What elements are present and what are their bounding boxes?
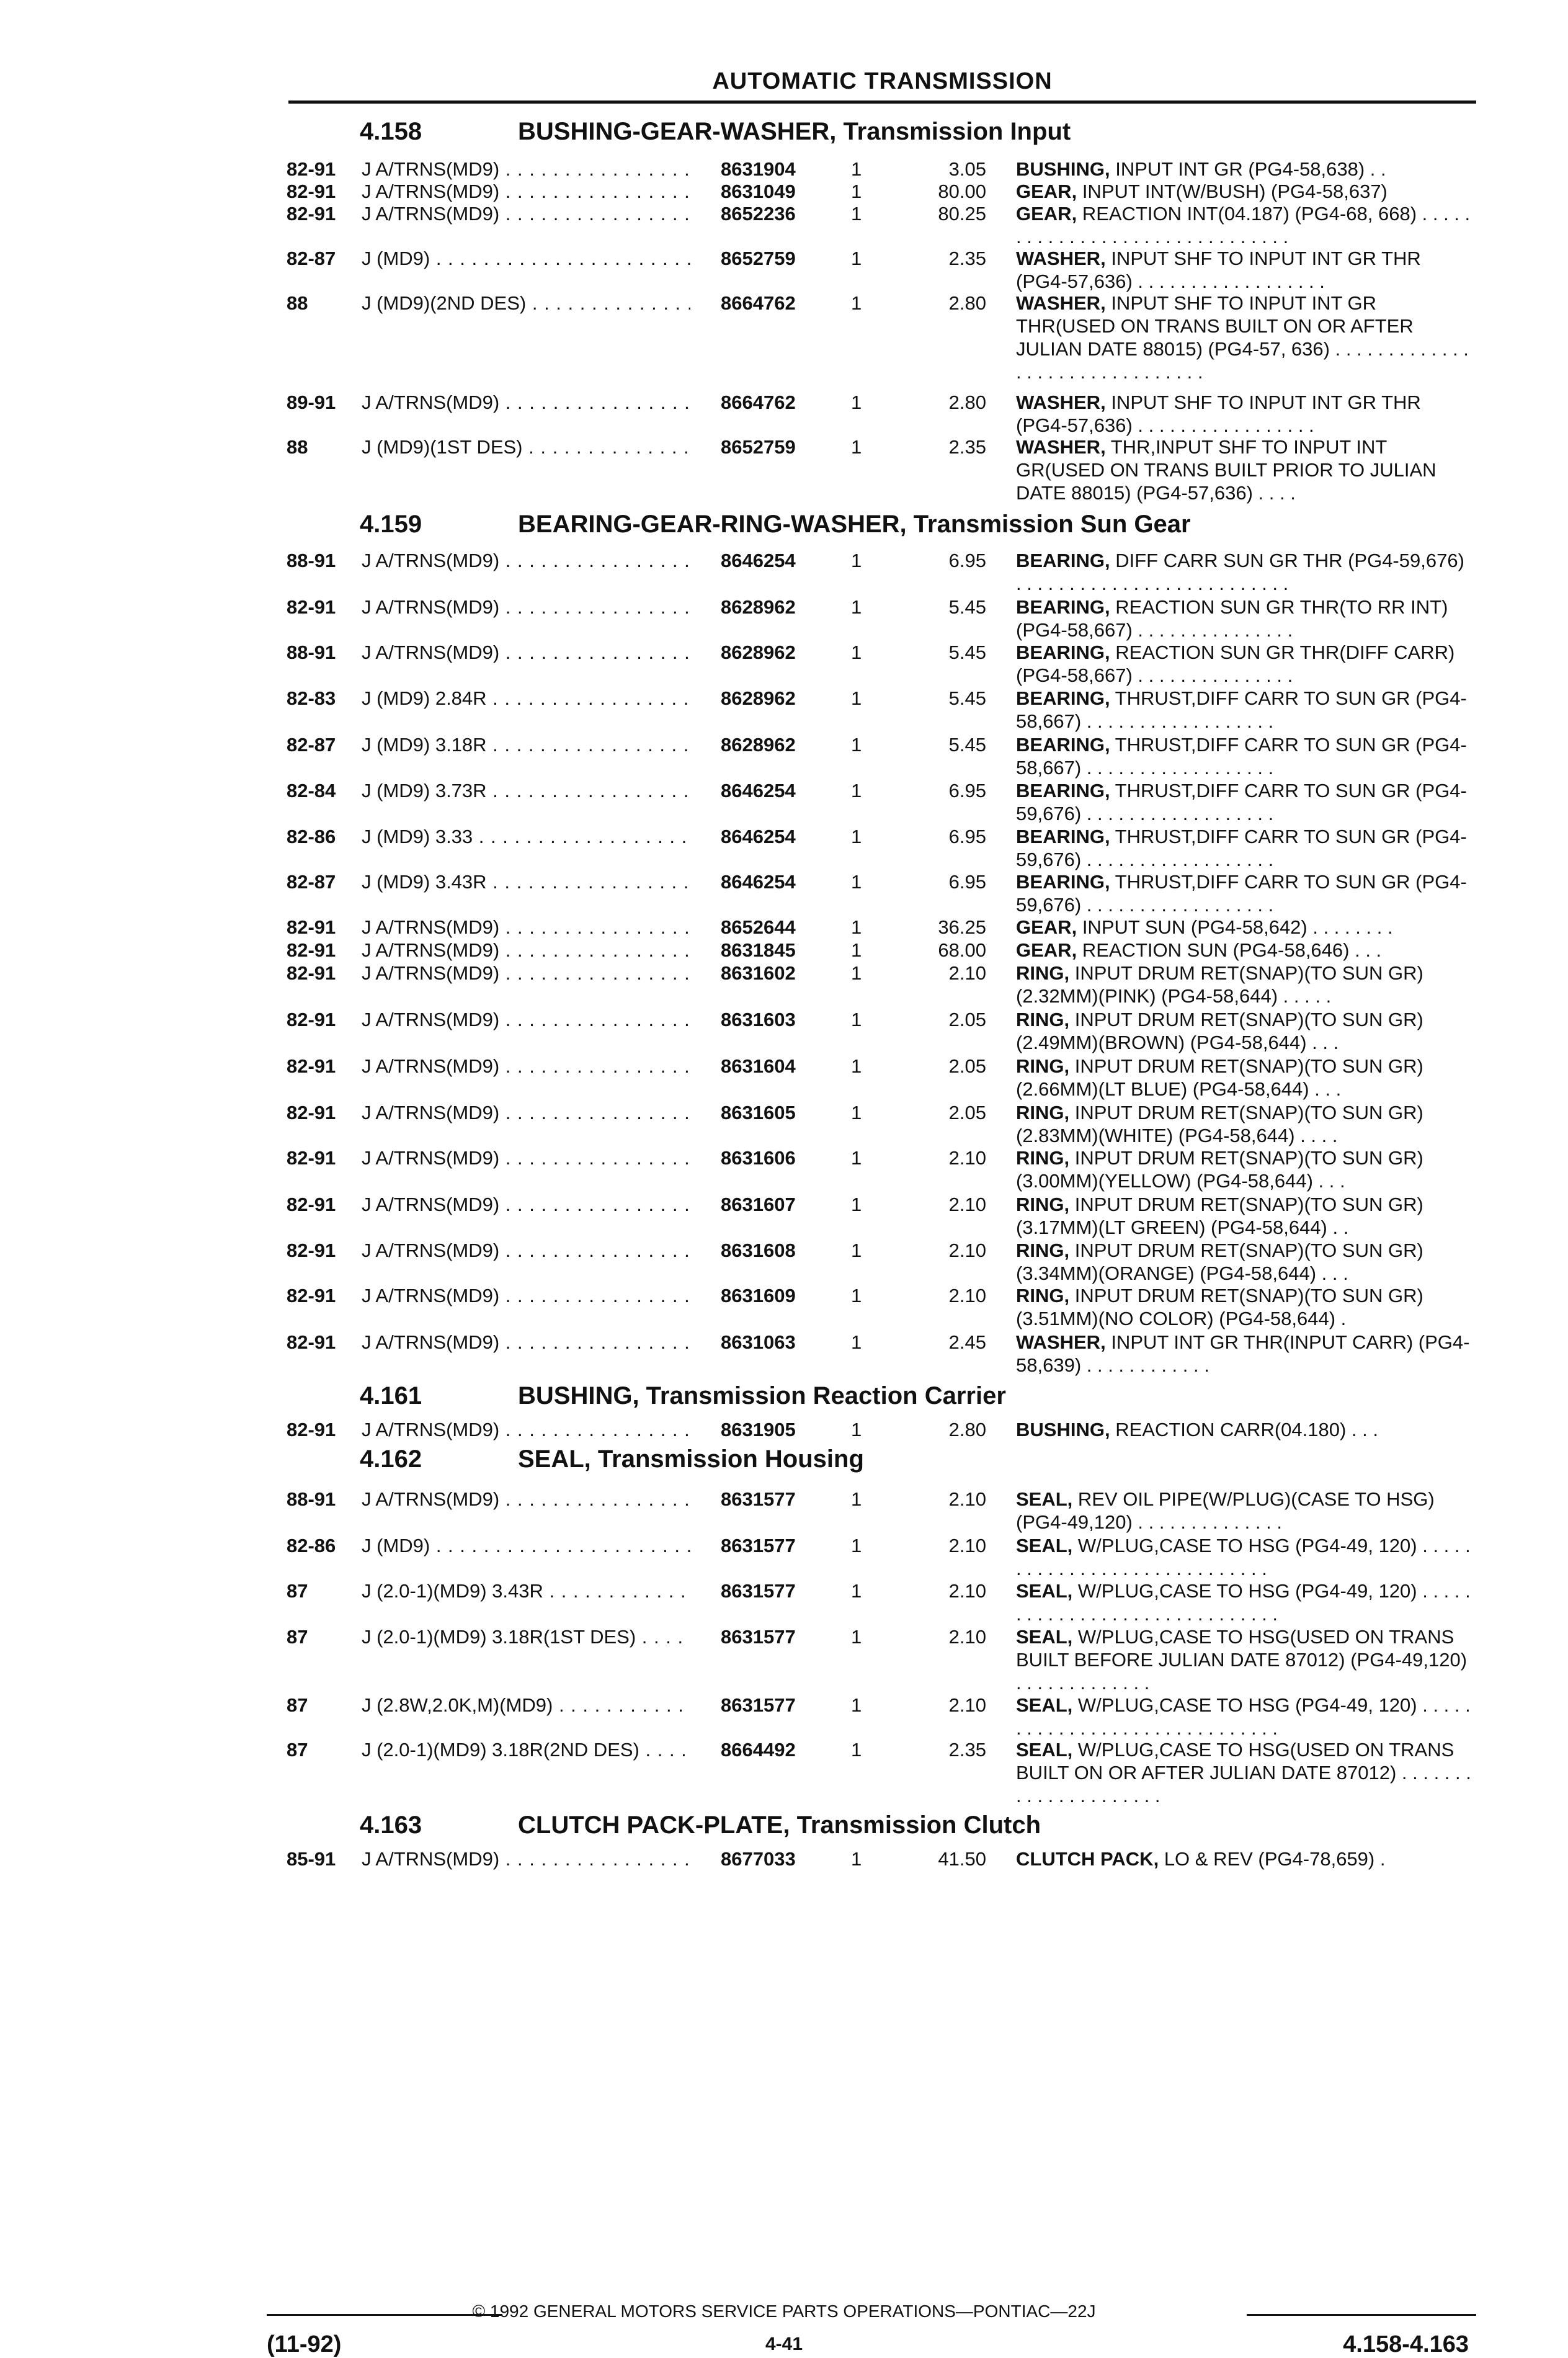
- footer-date: (11-92): [267, 2331, 342, 2357]
- quantity: 1: [851, 596, 862, 618]
- model-years: 82-87: [287, 248, 336, 269]
- quantity: 1: [851, 1419, 862, 1440]
- application: J (2.0-1)(MD9) 3.18R(2ND DES) . . .: [362, 1738, 690, 1761]
- part-detail: INPUT INT(W/BUSH) (PG4-58,637): [1082, 181, 1388, 202]
- description: [1016, 1193, 1475, 1239]
- price: 5.45: [948, 734, 986, 756]
- part-detail: THRUST,DIFF CARR TO SUN GR (PG4-59,676) . . . . . . . . . . . . . . . . . .: [1016, 780, 1467, 824]
- price: 2.10: [948, 1488, 986, 1510]
- part-detail: REACTION SUN GR THR(DIFF CARR) (PG4-58,667) . . . . . . . . . . . . . . .: [1016, 641, 1455, 686]
- part-number: 8631577: [721, 1535, 796, 1556]
- part-name: GEAR,: [1016, 181, 1077, 202]
- description: [1016, 1579, 1475, 1625]
- model-years: 85-91: [287, 1848, 336, 1870]
- application: J A/TRNS(MD9) . . .: [362, 549, 690, 572]
- part-number: 8631608: [721, 1239, 796, 1261]
- model-years: 82-91: [287, 1194, 336, 1215]
- part-name: WASHER,: [1016, 1331, 1106, 1353]
- description: [1016, 687, 1475, 733]
- section-title: [360, 118, 1071, 146]
- description: [1016, 1146, 1475, 1192]
- application: J A/TRNS(MD9) . . .: [362, 1055, 690, 1078]
- description: [1016, 733, 1475, 779]
- application: J A/TRNS(MD9) . . .: [362, 1146, 690, 1169]
- part-detail: INPUT INT GR (PG4-58,638) . .: [1115, 158, 1386, 180]
- application: J A/TRNS(MD9) . . .: [362, 1008, 690, 1031]
- model-years: 82-91: [287, 962, 336, 984]
- quantity: 1: [851, 734, 862, 756]
- model-years: 82-86: [287, 1535, 336, 1556]
- description: [1016, 158, 1475, 181]
- application: J A/TRNS(MD9) . . .: [362, 1418, 690, 1441]
- description: [1016, 1694, 1475, 1739]
- part-detail: INPUT DRUM RET(SNAP)(TO SUN GR)(2.66MM)(LT BLUE) (PG4-58,644) . . .: [1016, 1055, 1423, 1100]
- model-years: 82-84: [287, 780, 336, 802]
- quantity: 1: [851, 1694, 862, 1716]
- model-years: 87: [287, 1626, 308, 1648]
- part-name: RING,: [1016, 1194, 1070, 1215]
- model-years: 88: [287, 292, 308, 314]
- application: J A/TRNS(MD9) . . .: [362, 962, 690, 985]
- part-name: RING,: [1016, 1055, 1070, 1077]
- part-detail: INPUT SHF TO INPUT INT GR THR(USED ON TRANS BUILT ON OR AFTER JULIAN DATE 88015) (PG4-57, 636) . . . . . . . . . . . . . . . . . . . . . . . . . . . . . . .: [1016, 292, 1469, 383]
- part-number: 8628962: [721, 734, 796, 756]
- part-number: 8628962: [721, 687, 796, 709]
- quantity: 1: [851, 1739, 862, 1761]
- part-detail: INPUT DRUM RET(SNAP)(TO SUN GR)(2.49MM)(BROWN) (PG4-58,644) . . .: [1016, 1009, 1423, 1053]
- description: [1016, 1534, 1475, 1580]
- model-years: 82-91: [287, 1147, 336, 1169]
- application: J (MD9) 2.84R . . .: [362, 687, 690, 710]
- price: 5.45: [948, 641, 986, 663]
- part-name: SEAL,: [1016, 1739, 1073, 1761]
- quantity: 1: [851, 916, 862, 938]
- model-years: 82-86: [287, 826, 336, 847]
- section-heading: SEAL, Transmission Housing: [518, 1445, 864, 1473]
- section-title: [360, 1811, 1041, 1839]
- part-number: 8631603: [721, 1009, 796, 1030]
- part-number: 8631845: [721, 939, 796, 961]
- part-number: 8631577: [721, 1580, 796, 1602]
- description: [1016, 939, 1475, 962]
- quantity: 1: [851, 871, 862, 893]
- part-number: 8664762: [721, 391, 796, 413]
- part-detail: REACTION SUN GR THR(TO RR INT) (PG4-58,667) . . . . . . . . . . . . . . .: [1016, 596, 1448, 641]
- price: 2.05: [948, 1055, 986, 1077]
- part-detail: W/PLUG,CASE TO HSG (PG4-49, 120) . . . . . . . . . . . . . . . . . . . . . . . . . . . . . .: [1016, 1694, 1471, 1739]
- part-name: BEARING,: [1016, 871, 1110, 893]
- part-number: 8628962: [721, 596, 796, 618]
- application: J (MD9) . . .: [362, 247, 690, 270]
- price: 80.00: [938, 181, 986, 202]
- part-number: 8646254: [721, 871, 796, 893]
- description: [1016, 180, 1475, 203]
- section-heading: BEARING-GEAR-RING-WASHER, Transmission Sun Gear: [518, 511, 1191, 538]
- application: J A/TRNS(MD9) . . .: [362, 1193, 690, 1216]
- part-number: 8631605: [721, 1102, 796, 1123]
- quantity: 1: [851, 1488, 862, 1510]
- application: J A/TRNS(MD9) . . .: [362, 596, 690, 619]
- description: [1016, 1055, 1475, 1101]
- part-name: GEAR,: [1016, 916, 1077, 938]
- part-name: RING,: [1016, 1102, 1070, 1123]
- price: 2.10: [948, 1626, 986, 1648]
- quantity: 1: [851, 550, 862, 571]
- part-name: WASHER,: [1016, 248, 1106, 269]
- application: J A/TRNS(MD9) . . .: [362, 939, 690, 962]
- part-name: BEARING,: [1016, 596, 1110, 618]
- part-name: SEAL,: [1016, 1580, 1073, 1602]
- part-name: BUSHING,: [1016, 158, 1110, 180]
- footer-section-range: 4.158-4.163: [1343, 2331, 1469, 2357]
- description: [1016, 435, 1475, 504]
- part-detail: THRUST,DIFF CARR TO SUN GR (PG4-59,676) . . . . . . . . . . . . . . . . . .: [1016, 826, 1467, 870]
- part-number: 8646254: [721, 550, 796, 571]
- quantity: 1: [851, 203, 862, 225]
- part-detail: REACTION CARR(04.180) . . .: [1115, 1419, 1378, 1440]
- application: J (MD9) 3.18R . . .: [362, 733, 690, 756]
- price: 5.45: [948, 596, 986, 618]
- model-years: 88-91: [287, 1488, 336, 1510]
- part-detail: W/PLUG,CASE TO HSG(USED ON TRANS BUILT BEFORE JULIAN DATE 87012) (PG4-49,120) . . . . . . . . . . . . .: [1016, 1626, 1468, 1694]
- quantity: 1: [851, 1626, 862, 1648]
- quantity: 1: [851, 939, 862, 961]
- description: [1016, 202, 1475, 248]
- model-years: 82-87: [287, 871, 336, 893]
- quantity: 1: [851, 687, 862, 709]
- description: [1016, 292, 1475, 383]
- quantity: 1: [851, 391, 862, 413]
- description: [1016, 549, 1475, 595]
- model-years: 82-91: [287, 596, 336, 618]
- application: J A/TRNS(MD9) . . .: [362, 1239, 690, 1262]
- quantity: 1: [851, 962, 862, 984]
- application: J A/TRNS(MD9) . . .: [362, 1101, 690, 1124]
- model-years: 82-91: [287, 1285, 336, 1306]
- application: J (MD9) 3.43R . . .: [362, 870, 690, 893]
- model-years: 87: [287, 1739, 308, 1761]
- section-title: [360, 1382, 1006, 1410]
- model-years: 82-91: [287, 916, 336, 938]
- section-heading: CLUTCH PACK-PLATE, Transmission Clutch: [518, 1811, 1041, 1839]
- part-detail: INPUT SHF TO INPUT INT GR THR (PG4-57,636) . . . . . . . . . . . . . . . . .: [1016, 391, 1421, 436]
- quantity: 1: [851, 826, 862, 847]
- part-detail: REACTION INT(04.187) (PG4-68, 668) . . . . . . . . . . . . . . . . . . . . . . . . . . . . . . .: [1016, 203, 1471, 248]
- price: 68.00: [938, 939, 986, 961]
- part-name: BEARING,: [1016, 550, 1110, 571]
- section-title: [360, 1445, 864, 1473]
- part-number: 8646254: [721, 826, 796, 847]
- description: [1016, 916, 1475, 939]
- model-years: 87: [287, 1694, 308, 1716]
- price: 2.10: [948, 1194, 986, 1215]
- description: [1016, 1738, 1475, 1807]
- part-name: RING,: [1016, 1147, 1070, 1169]
- model-years: 82-91: [287, 1009, 336, 1030]
- part-number: 8631607: [721, 1194, 796, 1215]
- part-detail: THRUST,DIFF CARR TO SUN GR (PG4-59,676) . . . . . . . . . . . . . . . . . .: [1016, 871, 1467, 916]
- application: J (2.0-1)(MD9) 3.18R(1ST DES) . . .: [362, 1625, 690, 1648]
- application: J A/TRNS(MD9) . . .: [362, 158, 690, 181]
- application: J (MD9) . . .: [362, 1534, 690, 1557]
- quantity: 1: [851, 158, 862, 180]
- application: J A/TRNS(MD9) . . .: [362, 916, 690, 939]
- model-years: 82-91: [287, 203, 336, 225]
- part-number: 8631577: [721, 1626, 796, 1648]
- part-number: 8631602: [721, 962, 796, 984]
- application: J (MD9) 3.33 . . .: [362, 825, 690, 848]
- description: [1016, 641, 1475, 687]
- description: [1016, 870, 1475, 916]
- quantity: 1: [851, 641, 862, 663]
- part-name: BEARING,: [1016, 780, 1110, 802]
- application: J A/TRNS(MD9) . . .: [362, 1847, 690, 1870]
- description: [1016, 825, 1475, 871]
- price: 2.10: [948, 1580, 986, 1602]
- application: J A/TRNS(MD9) . . .: [362, 202, 690, 225]
- part-detail: W/PLUG,CASE TO HSG(USED ON TRANS BUILT ON OR AFTER JULIAN DATE 87012) . . . . . . . . . . . . . . . . . . . . .: [1016, 1739, 1471, 1806]
- part-number: 8664492: [721, 1739, 796, 1761]
- part-number: 8677033: [721, 1848, 796, 1870]
- part-number: 8631577: [721, 1488, 796, 1510]
- price: 41.50: [938, 1848, 986, 1870]
- model-years: 82-91: [287, 1055, 336, 1077]
- part-detail: INPUT DRUM RET(SNAP)(TO SUN GR)(2.83MM)(WHITE) (PG4-58,644) . . . .: [1016, 1102, 1423, 1146]
- quantity: 1: [851, 1147, 862, 1169]
- price: 6.95: [948, 871, 986, 893]
- price: 80.25: [938, 203, 986, 225]
- part-name: SEAL,: [1016, 1488, 1073, 1510]
- quantity: 1: [851, 292, 862, 314]
- part-name: RING,: [1016, 1285, 1070, 1306]
- price: 2.10: [948, 1239, 986, 1261]
- price: 2.35: [948, 1739, 986, 1761]
- description: [1016, 779, 1475, 825]
- section-title: [360, 511, 1191, 538]
- description: [1016, 596, 1475, 641]
- part-number: 8631606: [721, 1147, 796, 1169]
- price: 2.10: [948, 1147, 986, 1169]
- price: 2.05: [948, 1102, 986, 1123]
- part-name: RING,: [1016, 1239, 1070, 1261]
- quantity: 1: [851, 1239, 862, 1261]
- description: [1016, 1101, 1475, 1147]
- part-detail: INPUT DRUM RET(SNAP)(TO SUN GR)(2.32MM)(PINK) (PG4-58,644) . . . . .: [1016, 962, 1423, 1007]
- page-header: AUTOMATIC TRANSMISSION: [712, 68, 1053, 94]
- description: [1016, 1488, 1475, 1534]
- application: J (MD9)(2ND DES) . . .: [362, 292, 690, 315]
- model-years: 82-87: [287, 734, 336, 756]
- part-name: WASHER,: [1016, 436, 1106, 458]
- quantity: 1: [851, 1848, 862, 1870]
- part-number: 8631049: [721, 181, 796, 202]
- section-number: 4.163: [360, 1811, 422, 1839]
- price: 3.05: [948, 158, 986, 180]
- quantity: 1: [851, 780, 862, 802]
- part-number: 8652759: [721, 248, 796, 269]
- part-name: WASHER,: [1016, 292, 1106, 314]
- quantity: 1: [851, 1194, 862, 1215]
- quantity: 1: [851, 1055, 862, 1077]
- description: [1016, 391, 1475, 437]
- description: [1016, 1284, 1475, 1330]
- part-number: 8631904: [721, 158, 796, 180]
- part-name: GEAR,: [1016, 939, 1077, 961]
- part-number: 8652236: [721, 203, 796, 225]
- part-name: RING,: [1016, 1009, 1070, 1030]
- section-number: 4.158: [360, 118, 422, 145]
- part-name: BEARING,: [1016, 826, 1110, 847]
- model-years: 82-91: [287, 1419, 336, 1440]
- quantity: 1: [851, 1009, 862, 1030]
- model-years: 82-83: [287, 687, 336, 709]
- part-number: 8631063: [721, 1331, 796, 1353]
- footer-rule-right: [1247, 2314, 1476, 2316]
- quantity: 1: [851, 248, 862, 269]
- part-name: WASHER,: [1016, 391, 1106, 413]
- part-number: 8628962: [721, 641, 796, 663]
- part-number: 8652759: [721, 436, 796, 458]
- part-name: GEAR,: [1016, 203, 1077, 225]
- section-heading: BUSHING, Transmission Reaction Carrier: [518, 1382, 1006, 1409]
- part-detail: W/PLUG,CASE TO HSG (PG4-49, 120) . . . . . . . . . . . . . . . . . . . . . . . . . . . . .: [1016, 1535, 1471, 1579]
- quantity: 1: [851, 181, 862, 202]
- part-number: 8631577: [721, 1694, 796, 1716]
- section-number: 4.162: [360, 1445, 422, 1473]
- part-number: 8664762: [721, 292, 796, 314]
- part-name: BEARING,: [1016, 734, 1110, 756]
- application: J (MD9) 3.73R . . .: [362, 779, 690, 802]
- application: J A/TRNS(MD9) . . .: [362, 1488, 690, 1511]
- price: 2.05: [948, 1009, 986, 1030]
- application: J A/TRNS(MD9) . . .: [362, 1331, 690, 1354]
- description: [1016, 1847, 1475, 1870]
- header-rule: [288, 100, 1476, 104]
- model-years: 82-91: [287, 1102, 336, 1123]
- application: J A/TRNS(MD9) . . .: [362, 391, 690, 414]
- footer-copyright: © 1992 GENERAL MOTORS SERVICE PARTS OPERATIONS—PONTIAC—22J: [472, 2302, 1096, 2321]
- quantity: 1: [851, 436, 862, 458]
- price: 2.10: [948, 962, 986, 984]
- part-name: BEARING,: [1016, 641, 1110, 663]
- price: 5.45: [948, 687, 986, 709]
- part-name: SEAL,: [1016, 1535, 1073, 1556]
- price: 2.45: [948, 1331, 986, 1353]
- part-detail: DIFF CARR SUN GR THR (PG4-59,676) . . . . . . . . . . . . . . . . . . . . . . . . . .: [1016, 550, 1464, 594]
- part-detail: REV OIL PIPE(W/PLUG)(CASE TO HSG) (PG4-49,120) . . . . . . . . . . . . . .: [1016, 1488, 1435, 1533]
- section-number: 4.159: [360, 511, 422, 538]
- part-detail: INPUT DRUM RET(SNAP)(TO SUN GR)(3.34MM)(ORANGE) (PG4-58,644) . . .: [1016, 1239, 1423, 1284]
- part-detail: LO & REV (PG4-78,659) .: [1164, 1848, 1386, 1870]
- model-years: 89-91: [287, 391, 336, 413]
- description: [1016, 1625, 1475, 1694]
- application: J (2.0-1)(MD9) 3.43R . . .: [362, 1579, 690, 1602]
- price: 2.80: [948, 292, 986, 314]
- quantity: 1: [851, 1580, 862, 1602]
- part-name: BUSHING,: [1016, 1419, 1110, 1440]
- part-number: 8652644: [721, 916, 796, 938]
- part-detail: THRUST,DIFF CARR TO SUN GR (PG4-58,667) . . . . . . . . . . . . . . . . . .: [1016, 734, 1467, 779]
- price: 36.25: [938, 916, 986, 938]
- application: J A/TRNS(MD9) . . .: [362, 180, 690, 203]
- part-name: SEAL,: [1016, 1694, 1073, 1716]
- part-name: RING,: [1016, 962, 1070, 984]
- section-heading: BUSHING-GEAR-WASHER, Transmission Input: [518, 118, 1071, 145]
- section-number: 4.161: [360, 1382, 422, 1409]
- model-years: 82-91: [287, 181, 336, 202]
- price: 2.35: [948, 248, 986, 269]
- quantity: 1: [851, 1331, 862, 1353]
- model-years: 82-91: [287, 158, 336, 180]
- model-years: 82-91: [287, 1331, 336, 1353]
- part-detail: W/PLUG,CASE TO HSG (PG4-49, 120) . . . . . . . . . . . . . . . . . . . . . . . . . . . . . .: [1016, 1580, 1471, 1625]
- description: [1016, 1331, 1475, 1377]
- part-detail: THRUST,DIFF CARR TO SUN GR (PG4-58,667) . . . . . . . . . . . . . . . . . .: [1016, 687, 1467, 732]
- part-detail: INPUT SUN (PG4-58,642) . . . . . . . .: [1082, 916, 1393, 938]
- price: 2.35: [948, 436, 986, 458]
- application: J A/TRNS(MD9) . . .: [362, 641, 690, 664]
- part-detail: INPUT DRUM RET(SNAP)(TO SUN GR)(3.51MM)(NO COLOR) (PG4-58,644) .: [1016, 1285, 1423, 1329]
- price: 2.10: [948, 1535, 986, 1556]
- price: 2.80: [948, 391, 986, 413]
- description: [1016, 1239, 1475, 1285]
- part-detail: REACTION SUN (PG4-58,646) . . .: [1082, 939, 1382, 961]
- footer-page-number: 4-41: [765, 2334, 803, 2354]
- part-detail: INPUT DRUM RET(SNAP)(TO SUN GR)(3.00MM)(YELLOW) (PG4-58,644) . . .: [1016, 1147, 1423, 1192]
- model-years: 88: [287, 436, 308, 458]
- part-number: 8631905: [721, 1419, 796, 1440]
- price: 2.10: [948, 1694, 986, 1716]
- part-number: 8631604: [721, 1055, 796, 1077]
- price: 6.95: [948, 550, 986, 571]
- part-detail: THR,INPUT SHF TO INPUT INT GR(USED ON TRANS BUILT PRIOR TO JULIAN DATE 88015) (PG4-57,636) . . . .: [1016, 436, 1437, 504]
- price: 6.95: [948, 780, 986, 802]
- price: 2.80: [948, 1419, 986, 1440]
- description: [1016, 962, 1475, 1007]
- description: [1016, 1008, 1475, 1054]
- model-years: 82-91: [287, 939, 336, 961]
- part-detail: INPUT SHF TO INPUT INT GR THR (PG4-57,636) . . . . . . . . . . . . . . . . . .: [1016, 248, 1421, 292]
- model-years: 88-91: [287, 550, 336, 571]
- price: 2.10: [948, 1285, 986, 1306]
- application: J (MD9)(1ST DES) . . .: [362, 435, 690, 458]
- model-years: 82-91: [287, 1239, 336, 1261]
- part-detail: INPUT INT GR THR(INPUT CARR) (PG4-58,639) . . . . . . . . . . . .: [1016, 1331, 1470, 1376]
- price: 6.95: [948, 826, 986, 847]
- part-detail: INPUT DRUM RET(SNAP)(TO SUN GR)(3.17MM)(LT GREEN) (PG4-58,644) . .: [1016, 1194, 1423, 1238]
- quantity: 1: [851, 1535, 862, 1556]
- application: J (2.8W,2.0K,M)(MD9) . . .: [362, 1694, 690, 1717]
- quantity: 1: [851, 1285, 862, 1306]
- part-name: BEARING,: [1016, 687, 1110, 709]
- application: J A/TRNS(MD9) . . .: [362, 1284, 690, 1307]
- quantity: 1: [851, 1102, 862, 1123]
- part-number: 8646254: [721, 780, 796, 802]
- description: [1016, 247, 1475, 293]
- part-name: SEAL,: [1016, 1626, 1073, 1648]
- description: [1016, 1418, 1475, 1441]
- part-name: CLUTCH PACK,: [1016, 1848, 1159, 1870]
- part-number: 8631609: [721, 1285, 796, 1306]
- model-years: 87: [287, 1580, 308, 1602]
- model-years: 88-91: [287, 641, 336, 663]
